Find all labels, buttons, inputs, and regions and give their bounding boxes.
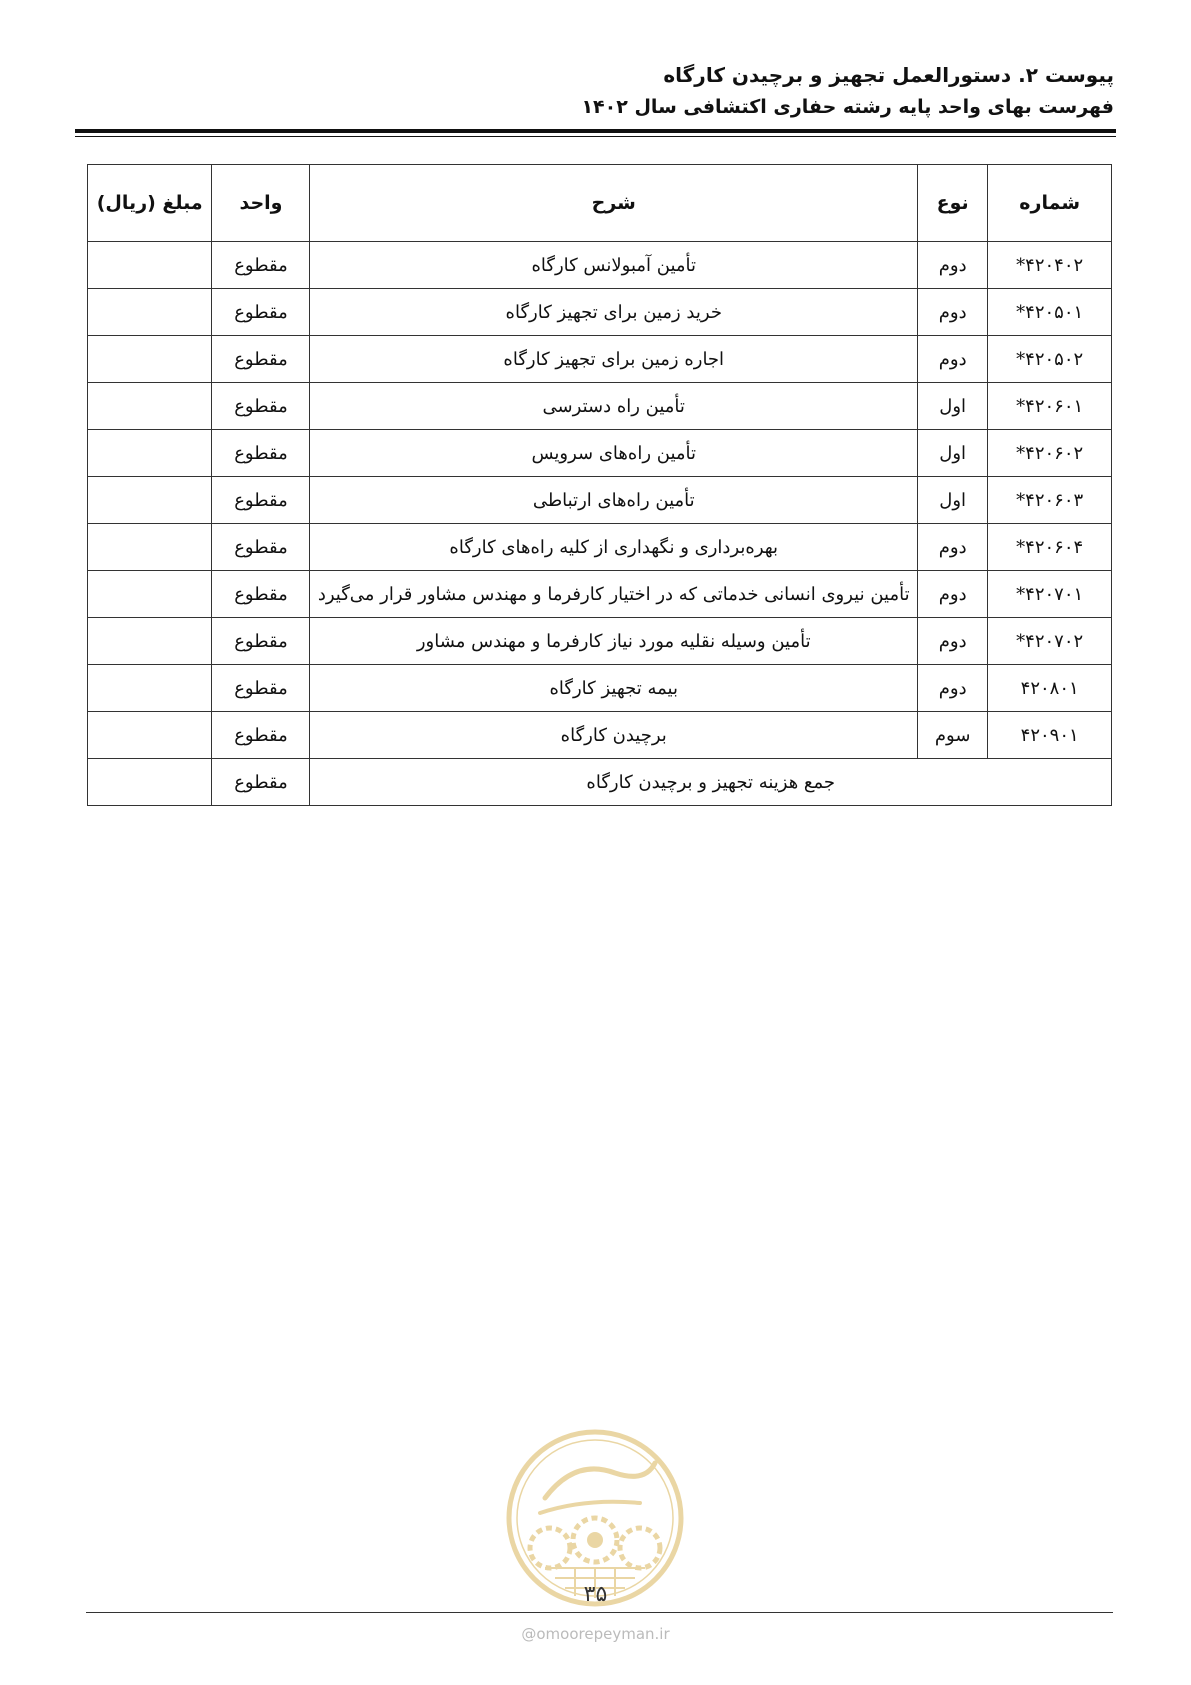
item-number: ۴۲۰۷۰۱* [988, 571, 1112, 618]
item-amount [88, 383, 212, 430]
item-number: ۴۲۰۶۰۴* [988, 524, 1112, 571]
table-row [88, 289, 1112, 336]
page-number: ۳۵ [583, 1582, 608, 1607]
item-description: تأمین نیروی انسانی خدماتی که در اختیار کارفرما و مهندس مشاور قرار می‌گیرد [310, 571, 918, 618]
table-header-row [88, 165, 1112, 242]
item-number: ۴۲۰۵۰۲* [988, 336, 1112, 383]
item-unit: مقطوع [212, 477, 310, 524]
table-row [88, 430, 1112, 477]
item-amount [88, 289, 212, 336]
item-unit: مقطوع [212, 383, 310, 430]
table-row [88, 336, 1112, 383]
item-type: سوم [918, 712, 988, 759]
item-type: دوم [918, 618, 988, 665]
item-type: دوم [918, 524, 988, 571]
item-amount [88, 477, 212, 524]
item-number: ۴۲۰۴۰۲* [988, 242, 1112, 289]
table-row [88, 524, 1112, 571]
item-amount [88, 430, 212, 477]
item-number: ۴۲۰۹۰۱ [988, 712, 1112, 759]
total-unit: مقطوع [212, 759, 310, 806]
item-description: خرید زمین برای تجهیز کارگاه [310, 289, 918, 336]
item-description: تأمین وسیله نقلیه مورد نیاز کارفرما و مهندس مشاور [310, 618, 918, 665]
item-unit: مقطوع [212, 289, 310, 336]
item-amount [88, 524, 212, 571]
table-row [88, 571, 1112, 618]
item-description: بهره‌برداری و نگهداری از کلیه راه‌های کارگاه [310, 524, 918, 571]
website-watermark: @omoorepeyman.ir [521, 1625, 670, 1643]
item-number: ۴۲۰۶۰۲* [988, 430, 1112, 477]
document-title: پیوست ۲. دستورالعمل تجهیز و برچیدن کارگاه [663, 63, 1114, 87]
item-unit: مقطوع [212, 618, 310, 665]
total-amount [88, 759, 212, 806]
item-number: ۴۲۰۶۰۳* [988, 477, 1112, 524]
item-amount [88, 665, 212, 712]
item-unit: مقطوع [212, 524, 310, 571]
table-row [88, 665, 1112, 712]
page-header [581, 58, 1114, 122]
item-amount [88, 336, 212, 383]
item-description: برچیدن کارگاه [310, 712, 918, 759]
item-type: اول [918, 383, 988, 430]
table-row [88, 477, 1112, 524]
item-unit: مقطوع [212, 665, 310, 712]
table-row [88, 242, 1112, 289]
item-number: ۴۲۰۸۰۱ [988, 665, 1112, 712]
item-description: تأمین راه‌های سرویس [310, 430, 918, 477]
item-type: دوم [918, 571, 988, 618]
col-header-amount: مبلغ (ریال) [88, 165, 212, 242]
item-type: دوم [918, 336, 988, 383]
item-number: ۴۲۰۶۰۱* [988, 383, 1112, 430]
watermark-seal-icon [505, 1428, 685, 1608]
item-description: اجاره زمین برای تجهیز کارگاه [310, 336, 918, 383]
item-type: اول [918, 477, 988, 524]
item-description: تأمین راه‌های ارتباطی [310, 477, 918, 524]
document-subtitle: فهرست بهای واحد پایه رشته حفاری اکتشافی سال ۱۴۰۲ [581, 96, 1114, 118]
item-amount [88, 242, 212, 289]
total-row [88, 759, 1112, 806]
item-unit: مقطوع [212, 571, 310, 618]
item-type: دوم [918, 242, 988, 289]
col-header-description: شرح [310, 165, 918, 242]
table-row [88, 383, 1112, 430]
item-number: ۴۲۰۷۰۲* [988, 618, 1112, 665]
item-description: تأمین آمبولانس کارگاه [310, 242, 918, 289]
table-body [88, 242, 1112, 806]
total-description: جمع هزینه تجهیز و برچیدن کارگاه [310, 759, 1112, 806]
col-header-number: شماره [988, 165, 1112, 242]
item-type: دوم [918, 289, 988, 336]
item-unit: مقطوع [212, 430, 310, 477]
table-row [88, 618, 1112, 665]
footer-rule [86, 1612, 1113, 1613]
header-rule-thin [75, 136, 1116, 137]
item-number: ۴۲۰۵۰۱* [988, 289, 1112, 336]
col-header-unit: واحد [212, 165, 310, 242]
table-row [88, 712, 1112, 759]
item-type: دوم [918, 665, 988, 712]
item-type: اول [918, 430, 988, 477]
price-list-table [87, 164, 1112, 806]
col-header-type: نوع [918, 165, 988, 242]
item-amount [88, 712, 212, 759]
item-description: بیمه تجهیز کارگاه [310, 665, 918, 712]
item-amount [88, 571, 212, 618]
item-amount [88, 618, 212, 665]
header-rule-thick [75, 129, 1116, 133]
item-unit: مقطوع [212, 336, 310, 383]
item-unit: مقطوع [212, 242, 310, 289]
item-unit: مقطوع [212, 712, 310, 759]
item-description: تأمین راه دسترسی [310, 383, 918, 430]
